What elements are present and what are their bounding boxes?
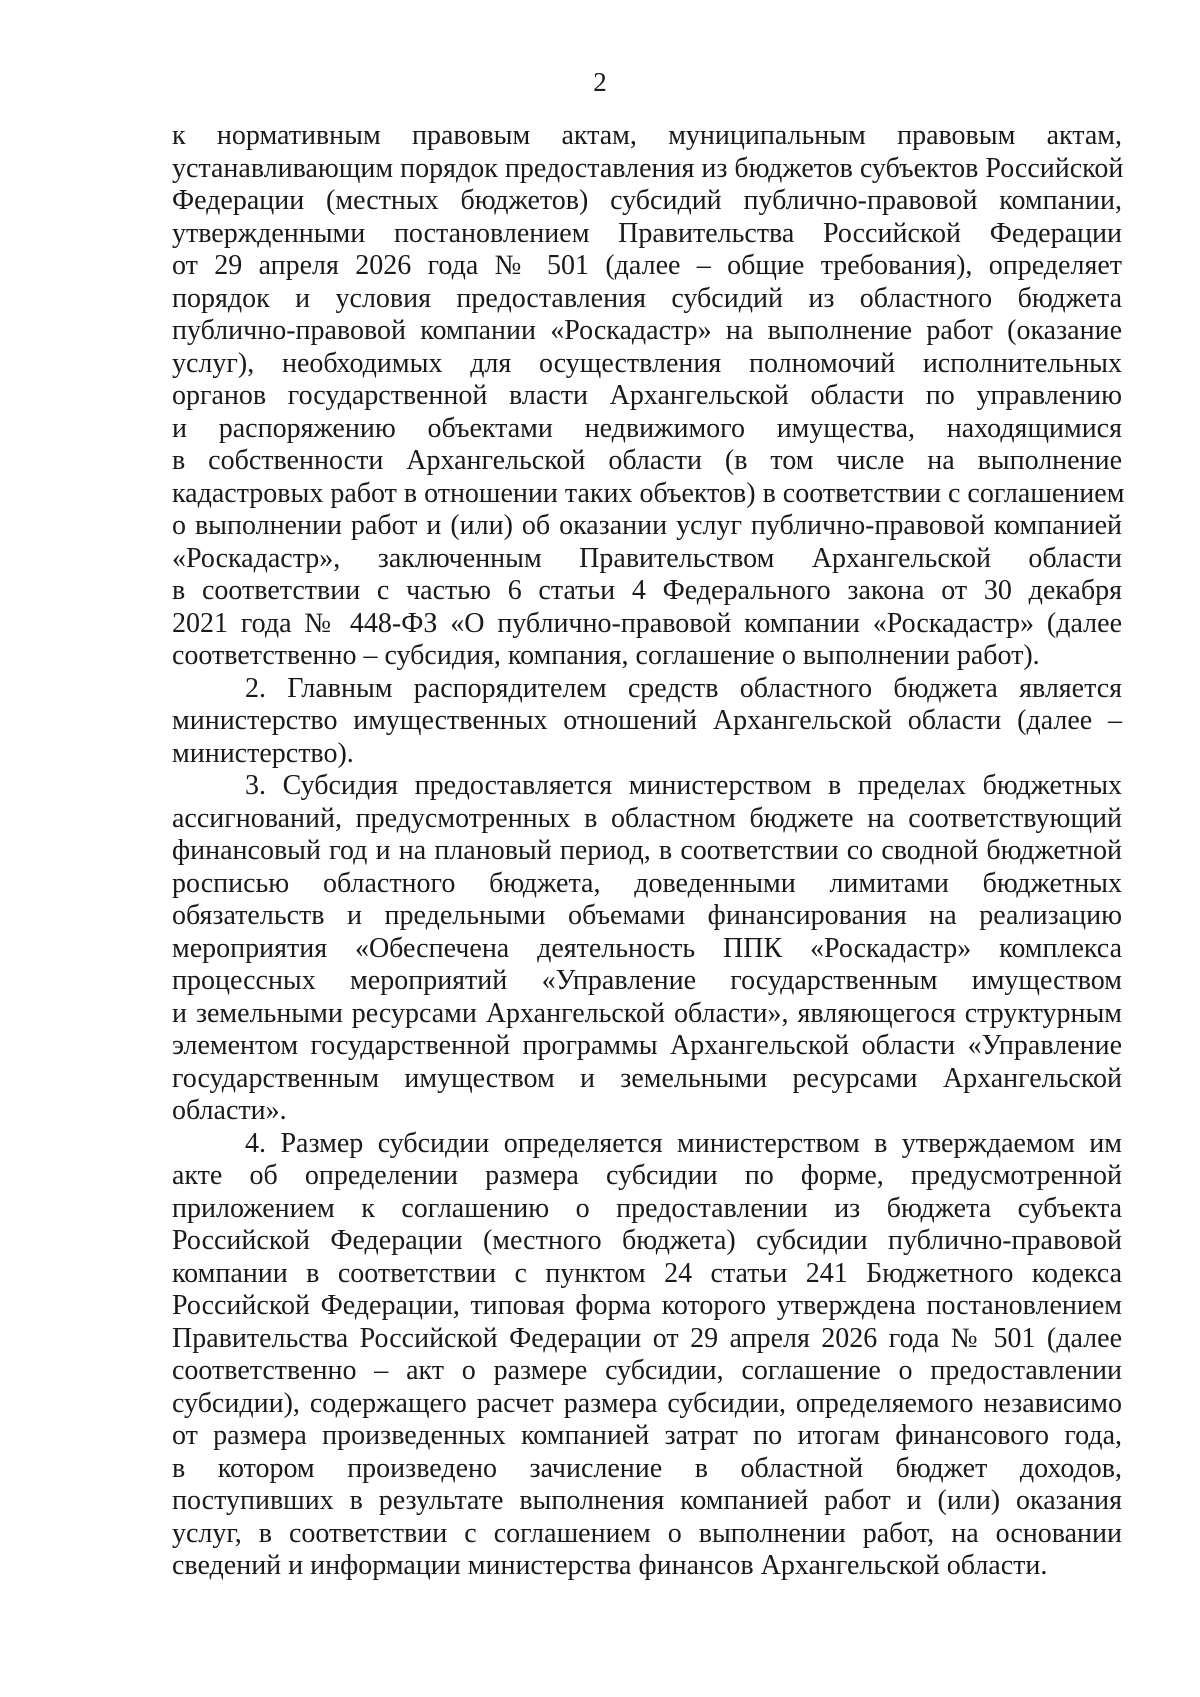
- text-line: и земельными ресурсами Архангельской области», являющегося структурным: [172, 997, 1122, 1029]
- text-line: Российской Федерации, типовая форма которого утверждена постановлением: [172, 1290, 1122, 1321]
- text-line: росписью областного бюджета, доведенными лимитами бюджетных: [172, 867, 1122, 899]
- text-line: министерство имущественных отношений Архангельской области (далее –: [172, 705, 1122, 736]
- text-line: Российской Федерации (местного бюджета) субсидии публично-правовой: [172, 1225, 1122, 1256]
- text-line: министерство).: [172, 737, 354, 769]
- paragraph-1: [172, 120, 1125, 673]
- text-line: субсидии), содержащего расчет размера субсидии, определяемого независимо: [172, 1387, 1122, 1419]
- text-line: публично-правовой компании «Роскадастр» на выполнение работ (оказание: [172, 315, 1122, 346]
- text-line: приложением к соглашению о предоставлении из бюджета субъекта: [172, 1192, 1122, 1224]
- text-line: обязательств и предельными объемами финансирования на реализацию: [172, 900, 1122, 931]
- text-line: порядок и условия предоставления субсидий из областного бюджета: [172, 282, 1122, 314]
- text-line: финансовый год и на плановый период, в соответствии со сводной бюджетной: [172, 835, 1122, 866]
- text-line: в собственности Архангельской области (в том числе на выполнение: [172, 445, 1122, 476]
- text-line: услуг), необходимых для осуществления полномочий исполнительных: [172, 347, 1122, 379]
- text-line: кадастровых работ в отношении таких объектов) в соответствии с соглашением: [172, 477, 1125, 509]
- text-line: 3. Субсидия предоставляется министерством в пределах бюджетных: [245, 770, 1122, 801]
- text-line: соответственно – субсидия, компания, соглашение о выполнении работ).: [172, 640, 1040, 671]
- text-line: к нормативным правовым актам, муниципальным правовым актам,: [172, 120, 1122, 151]
- text-line: акте об определении размера субсидии по форме, предусмотренной: [172, 1160, 1122, 1191]
- text-line: элементом государственной программы Архангельской области «Управление: [172, 1030, 1122, 1061]
- text-line: соответственно – акт о размере субсидии, соглашение о предоставлении: [172, 1355, 1122, 1386]
- text-line: утвержденными постановлением Правительства Российской Федерации: [172, 217, 1122, 249]
- text-line: ассигнований, предусмотренных в областном бюджете на соответствующий: [172, 802, 1122, 834]
- paragraph-3: [172, 770, 1122, 1128]
- text-line: области».: [172, 1095, 287, 1126]
- text-line: и распоряжению объектами недвижимого имущества, находящимися: [172, 412, 1122, 444]
- text-line: Федерации (местных бюджетов) субсидий публично-правовой компании,: [172, 185, 1122, 216]
- text-line: от 29 апреля 2026 года № 501 (далее – общие требования), определяет: [172, 250, 1122, 281]
- text-line: мероприятия «Обеспечена деятельность ППК «Роскадастр» комплекса: [172, 932, 1122, 964]
- paragraph-2: [172, 673, 1122, 771]
- text-line: поступивших в результате выполнения компанией работ и (или) оказания: [172, 1485, 1122, 1516]
- text-line: от размера произведенных компанией затрат по итогам финансового года,: [172, 1420, 1122, 1451]
- text-line: Правительства Российской Федерации от 29 апреля 2026 года № 501 (далее: [172, 1322, 1122, 1354]
- paragraph-4: [172, 1128, 1122, 1583]
- text-line: сведений и информации министерства финансов Архангельской области.: [172, 1550, 1048, 1581]
- text-line: услуг, в соответствии с соглашением о выполнении работ, на основании: [172, 1517, 1122, 1549]
- text-line: компании в соответствии с пунктом 24 статьи 241 Бюджетного кодекса: [172, 1257, 1122, 1289]
- text-line: в соответствии с частью 6 статьи 4 Федерального закона от 30 декабря: [172, 575, 1122, 606]
- text-line: в котором произведено зачисление в областной бюджет доходов,: [172, 1452, 1122, 1484]
- text-line: органов государственной власти Архангельской области по управлению: [172, 380, 1122, 411]
- text-line: государственным имуществом и земельными ресурсами Архангельской: [172, 1062, 1122, 1094]
- text-line: процессных мероприятий «Управление государственным имуществом: [172, 965, 1122, 996]
- page-number: 2: [593, 67, 607, 97]
- text-line: 2. Главным распорядителем средств областного бюджета является: [245, 672, 1122, 704]
- text-line: 2021 года № 448-ФЗ «О публично-правовой компании «Роскадастр» (далее: [172, 607, 1122, 639]
- document-body: [172, 120, 1125, 1583]
- text-line: 4. Размер субсидии определяется министерством в утверждаемом им: [245, 1127, 1122, 1159]
- text-line: о выполнении работ и (или) об оказании услуг публично-правовой компанией: [172, 510, 1122, 541]
- text-line: устанавливающим порядок предоставления из бюджетов субъектов Российской: [172, 152, 1124, 184]
- text-line: «Роскадастр», заключенным Правительством Архангельской области: [172, 542, 1122, 574]
